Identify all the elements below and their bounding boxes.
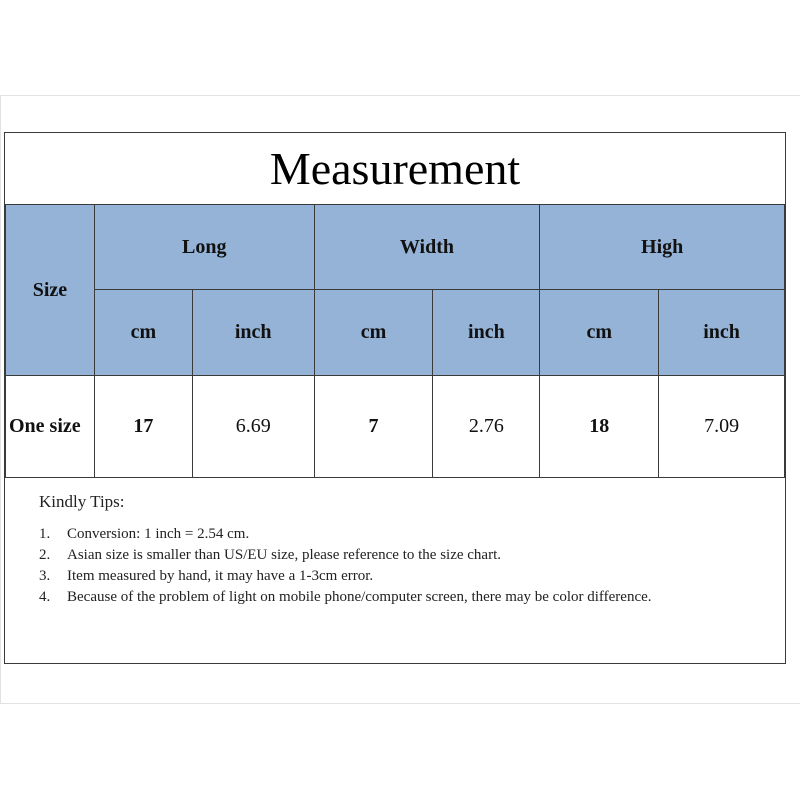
group-header-long: Long <box>94 205 314 290</box>
table-row <box>6 376 785 478</box>
header-row-units <box>6 290 785 376</box>
list-number: 1. <box>39 526 51 542</box>
kindly-tips <box>39 492 739 608</box>
list-item <box>39 545 739 566</box>
tips-title: Kindly Tips: <box>39 492 125 511</box>
unit-header: inch <box>192 290 314 376</box>
unit-header: cm <box>94 290 192 376</box>
unit-header: inch <box>659 290 785 376</box>
value-cell: 7.09 <box>659 376 785 478</box>
unit-header: inch <box>433 290 540 376</box>
header-row-groups <box>6 205 785 290</box>
chart-title: Measurement <box>269 143 521 194</box>
unit-header: cm <box>540 290 659 376</box>
list-text: Conversion: 1 inch = 2.54 cm. <box>67 526 250 542</box>
row-label: One size <box>6 376 95 478</box>
page-guide-top <box>0 95 800 96</box>
page-guide-left <box>0 95 1 703</box>
list-text: Because of the problem of light on mobile phone/computer screen, there may be color difference. <box>67 589 652 605</box>
group-header-width: Width <box>314 205 540 290</box>
list-number: 2. <box>39 547 51 563</box>
list-text: Item measured by hand, it may have a 1-3cm error. <box>67 568 374 584</box>
page-guide-bottom <box>0 703 800 704</box>
list-item <box>39 587 739 608</box>
value-cell: 6.69 <box>192 376 314 478</box>
tips-list <box>39 524 739 608</box>
value-cell: 7 <box>314 376 433 478</box>
value-cell: 18 <box>540 376 659 478</box>
size-header: Size <box>6 205 95 376</box>
size-table <box>5 204 785 478</box>
unit-header: cm <box>314 290 433 376</box>
group-header-high: High <box>540 205 785 290</box>
measurement-chart <box>4 132 786 664</box>
value-cell: 17 <box>94 376 192 478</box>
list-text: Asian size is smaller than US/EU size, please reference to the size chart. <box>67 547 501 563</box>
list-item <box>39 524 739 545</box>
list-number: 3. <box>39 568 51 584</box>
list-number: 4. <box>39 589 51 605</box>
list-item <box>39 566 739 587</box>
value-cell: 2.76 <box>433 376 540 478</box>
